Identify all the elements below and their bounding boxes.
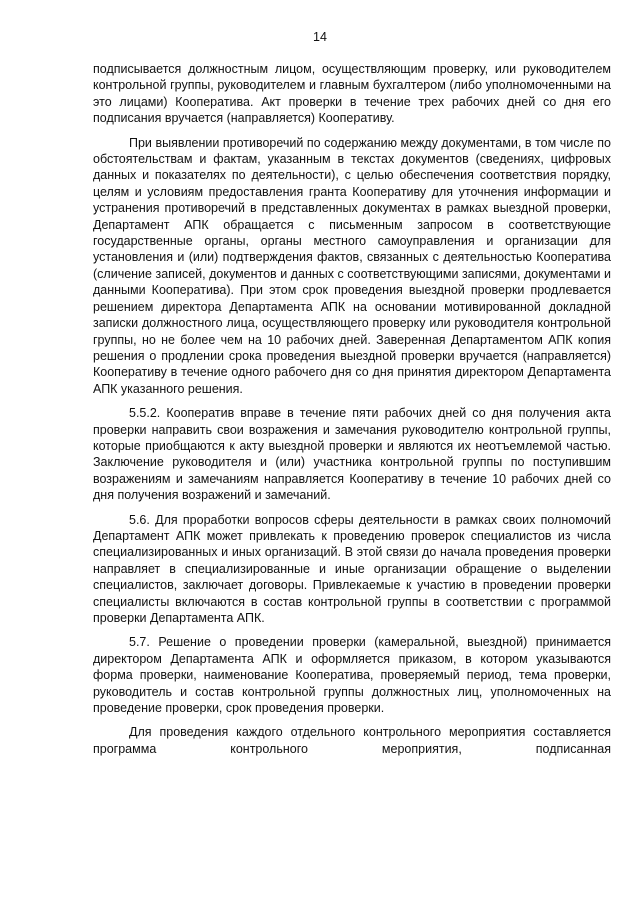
page-number: 14 (313, 30, 327, 44)
paragraph-contradictions: При выявлении противоречий по содержанию между документами, в том числе по обстоятельствам и фактам, указанным в текстах документов (сведениях, цифровых данных и показателях по деятельности), с целью обеспечения соответствия порядку, целям и условиям предоставления гранта Кооперативу для уточнения информации и устранения противоречий в представленных документах в рамках выездной проверки, Департамент АПК обращается с письменным запросом в соответствующие государственные органы, органы местного самоуправления и организации для установления и (или) подтверждения фактов, связанных с деятельностью Кооператива (сличение записей, документов и данных с соответствующими записями, документами и данными Кооператива). При этом срок проведения выездной проверки продлевается решением директора Департамента АПК на основании мотивированной докладной записки должностного лица, осуществляющего проверку или руководителя контрольной группы, но не более чем на 10 рабочих дней. Заверенная Департаментом АПК копия решения о продлении срока проведения выездной проверки вручается (направляется) Кооперативу в течение одного рабочего дня со дня принятия директором Департамента АПК указанного решения. (93, 135, 611, 396)
paragraph-act-signing: подписывается должностным лицом, осуществляющим проверку, или руководителем контрольной группы, руководителем и главным бухгалтером (либо уполномоченными на это лицами) Кооператива. Акт проверки в течение трех рабочих дней со дня его подписания вручается (направляется) Кооперативу. (93, 62, 611, 126)
paragraph-program: Для проведения каждого отдельного контрольного мероприятия составляется программа контрольного мероприятия, подписанная (93, 725, 611, 756)
document-body (93, 61, 611, 765)
paragraph-5-7: 5.7. Решение о проведении проверки (камеральной, выездной) принимается директором Департамента АПК и оформляется приказом, в котором указываются форма проверки, наименование Кооператива, проверяемый период, тема проверки, руководитель и состав контрольной группы должностных лиц, уполномоченных на проведение проверки, срок проведения проверки. (93, 635, 611, 716)
paragraph-5-5-2: 5.5.2. Кооператив вправе в течение пяти рабочих дней со дня получения акта проверки направить свои возражения и замечания руководителю контрольной группы, которые приобщаются к акту выездной проверки и являются их неотъемлемой частью. Заключение руководителя и (или) участника контрольной группы по поступившим возражениям и замечаниям направляется Кооперативу в течение 10 рабочих дней со дня получения возражений и замечаний. (93, 406, 611, 503)
paragraph-5-6: 5.6. Для проработки вопросов сферы деятельности в рамках своих полномочий Департамент АПК может привлекать к проведению проверок специалистов из числа специализированных и иных организаций. В этой связи до начала проведения проверки направляет в специализированные и иные организации обращение о выделении специалистов, заключает договоры. Привлекаемые к участию в проведении проверки специалисты включаются в состав контрольной группы в соответствии с программой проверки Департамента АПК. (93, 512, 611, 625)
